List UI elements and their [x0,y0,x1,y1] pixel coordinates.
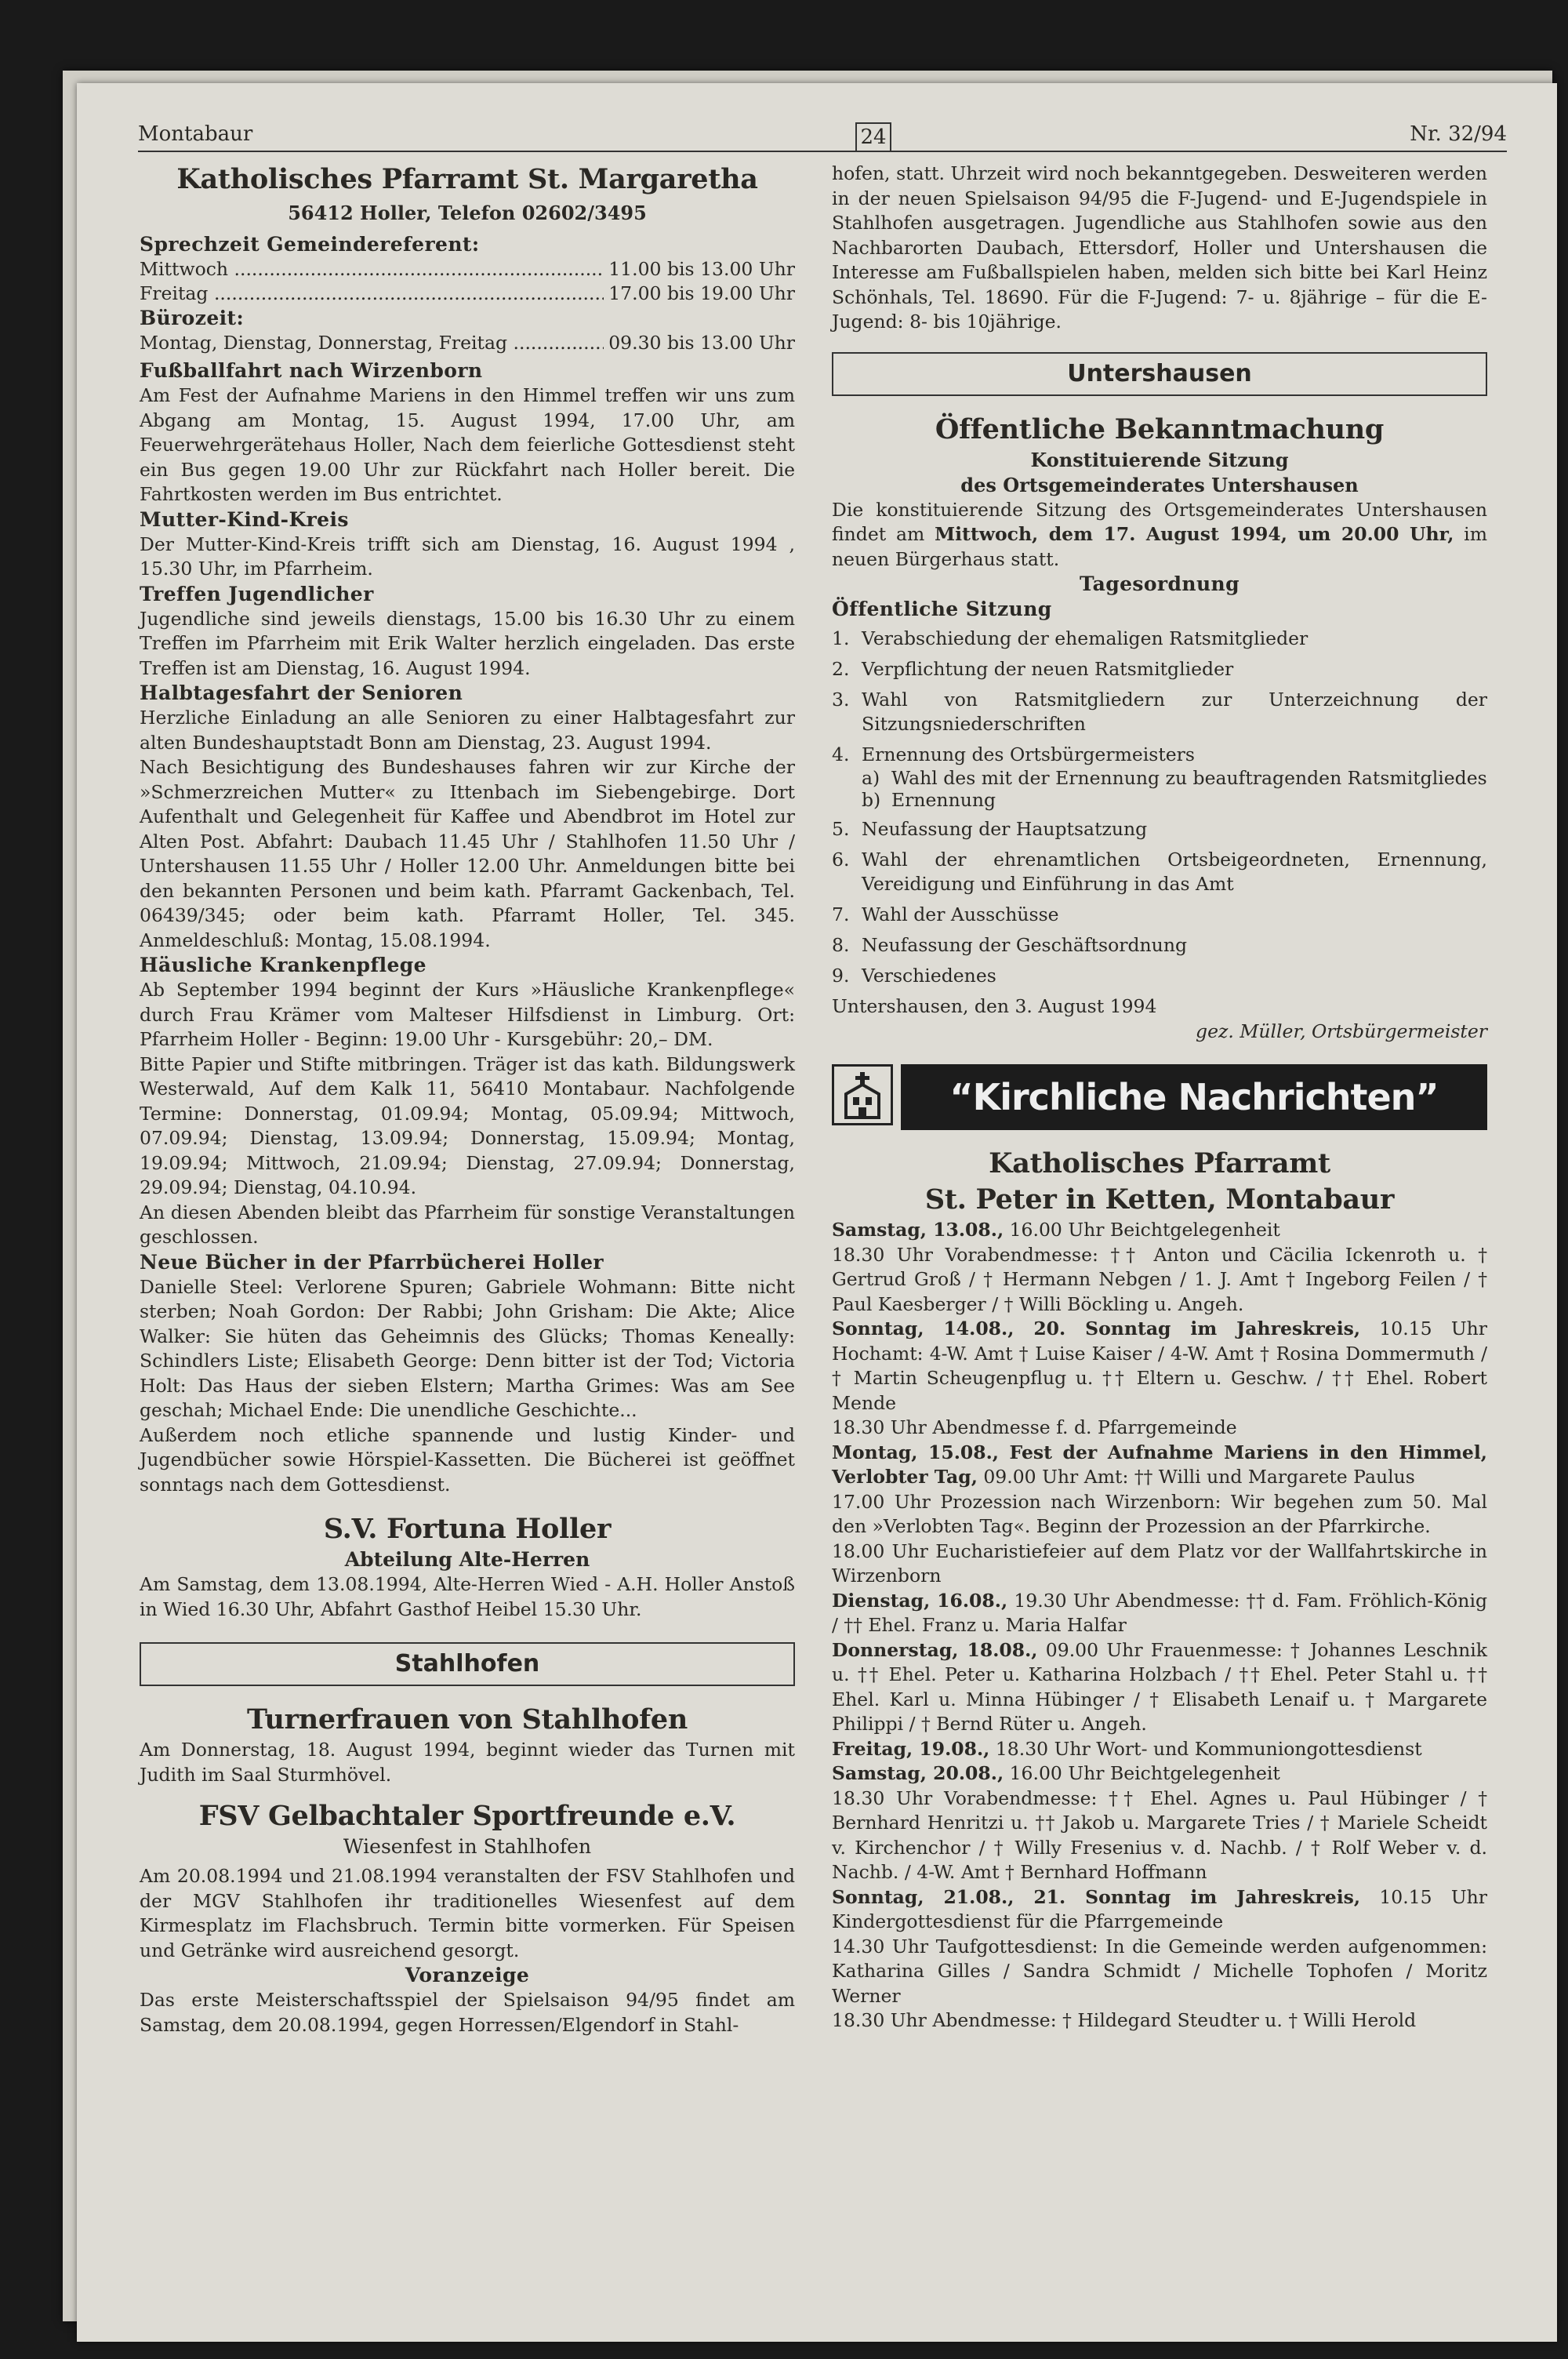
agenda-sub-num: b) [862,789,881,811]
mass-schedule [832,1218,1487,2034]
stahlhofen-section-box: Stahlhofen [140,1642,795,1686]
mutter-heading: Mutter-Kind-Kreis [140,507,349,531]
mass-entry [832,1416,1487,1441]
agenda-text: Verschiedenes [862,965,996,987]
agenda-item [832,933,1487,958]
mass-entry-text: 16.00 Uhr Beichtgelegenheit [1004,1762,1280,1784]
mass-entry-date: Samstag, 20.08., [832,1762,1004,1784]
bekanntmachung-text-b: im neuen Bürgerhaus statt. [832,523,1487,570]
buerozeit-heading: Bürozeit: [140,307,245,329]
mass-entry-date: Dienstag, 16.08., [832,1589,1008,1612]
mutter-text: Der Mutter-Kind-Kreis trifft sich am Dienstag, 16. August 1994 , 15.30 Uhr, im Pfarrheim. [140,533,795,580]
mass-entry-text: 10.15 Uhr Hochamt: 4-W. Amt † Luise Kaiser / 4-W. Amt † Rosina Dommermuth / † Martin Scheugenpflug u. †† Eltern u. Geschw. / †† Ehel. Robert Mende [832,1318,1488,1414]
buerozeit-day: Montag, Dienstag, Donnerstag, Freitag ..... [140,331,604,355]
agenda-sub-text: Wahl des mit der Ernennung zu beauftragenden Ratsmitgliedes [891,767,1487,789]
agenda-list [832,627,1487,988]
fussball-text: Am Fest der Aufnahme Mariens in den Himmel treffen wir uns zum Abgang am Montag, 15. August 1994, 17.00 Uhr, am Feuerwehrgerätehaus Holler, Nach dem feierliche Gottesdienst steht ein Bus gegen 19.00 Uhr zur Rückfahrt nach Holler bereit. Die Fahrtkosten werden im Bus entrichtet. [140,384,795,505]
agenda-num: 7. [832,903,850,925]
fussball-heading: Fußballfahrt nach Wirzenborn [140,359,483,382]
agenda-num: 5. [832,818,850,840]
fortuna-subtitle: Abteilung Alte-Herren [344,1548,590,1571]
left-column [140,162,795,2037]
buerozeit-time: 09.30 bis 13.00 Uhr [608,332,795,354]
newspaper-page [77,83,1557,2342]
turner-text: Am Donnerstag, 18. August 1994, beginnt wieder das Turnen mit Judith im Saal Sturmhövel. [140,1739,795,1786]
agenda-text: Ernennung des Ortsbürgermeisters [862,743,1195,765]
agenda-num: 3. [832,689,850,711]
agenda-num: 2. [832,658,850,680]
senioren-text: Herzliche Einladung an alle Senioren zu einer Halbtagesfahrt zur alten Bundeshauptstadt Bonn am Dienstag, 23. August 1994. [140,707,795,754]
bekanntmachung-text-a: Die konstituierende Sitzung des Ortsgemeinderates Untershausen findet am [832,498,1487,545]
agenda-text: Wahl der ehrenamtlichen Ortsbeigeordneten, Ernennung, Vereidigung und Einführung in das Amt [862,849,1487,895]
voranzeige-heading: Voranzeige [405,1964,530,1986]
agenda-item [832,688,1487,736]
issue-number: Nr. 32/94 [1410,122,1507,146]
buerozeit-row [140,331,795,355]
fsv-title: FSV Gelbachtaler Sportfreunde e.V. [198,1800,736,1832]
tagesordnung-heading: Tagesordnung [1079,572,1240,595]
mass-entry-text: 09.00 Uhr Amt: †† Willi und Margarete Paulus [977,1466,1415,1488]
sprechzeit-heading: Sprechzeit Gemeindereferent: [140,233,480,256]
kranken-text: Ab September 1994 beginnt der Kurs »Häusliche Krankenpflege« durch Frau Krämer vom Malteser Hilfsdienst in Limburg. Ort: Pfarrheim Holler - Beginn: 19.00 Uhr - Kursgebühr: 20,– DM. [140,979,795,1050]
signature: gez. Müller, Ortsbürgermeister [1196,1020,1487,1042]
agenda-num: 4. [832,743,850,765]
mass-entry [832,1589,1487,1638]
mass-entry [832,2008,1487,2034]
mass-entry-text: 18.30 Uhr Wort- und Kommuniongottesdienst [989,1737,1422,1760]
page-header [138,122,1507,152]
kirchliche-nachrichten-title: “Kirchliche Nachrichten” [901,1064,1487,1130]
bekanntmachung-subtitle: Konstituierende Sitzung [1030,448,1289,471]
agenda-sub-text: Ernennung [891,789,996,811]
mass-entry-date: Donnerstag, 18.08., [832,1638,1038,1661]
mass-entry [832,1885,1487,1935]
right-column [832,162,1487,2034]
agenda-item [832,817,1487,841]
agenda-num: 6. [832,849,850,871]
agenda-item [832,964,1487,988]
mass-entry [832,1218,1487,1243]
agenda-text: Wahl von Ratsmitgliedern zur Unterzeichnung der Sitzungsniederschriften [862,689,1487,735]
mass-entry-text: 16.00 Uhr Beichtgelegenheit [1004,1219,1280,1241]
mass-entry-text: 10.15 Uhr Kindergottesdienst für die Pfarrgemeinde [832,1885,1488,1932]
buecher-text: Danielle Steel: Verlorene Spuren; Gabriele Wohmann: Bitte nicht sterben; Noah Gordon: Der Rabbi; John Grisham: Die Akte; Alice Walker: Sie hüten das Geheimnis des Glücks; Thomas Keneally: Schindlers Liste; Elisabeth George: Denn bitter ist der Tod; Victoria Holt: Das Haus der sieben Elstern; Martha Grimes: Was am See geschah; Michael Ende: Die unendliche Geschichte... [140,1275,795,1421]
agenda-num: 1. [832,627,850,649]
kirchliche-nachrichten-banner [832,1064,1487,1130]
jugend-text: Jugendliche sind jeweils dienstags, 15.00 bis 16.30 Uhr zu einem Treffen im Pfarrheim mit Erik Walter herzlich eingeladen. Das erste Treffen ist am Dienstag, 16. August 1994. [140,607,795,679]
sprechzeit-row [140,257,795,282]
mass-entry-text: 09.00 Uhr Frauenmesse: † Johannes Leschnik u. †† Ehel. Peter u. Katharina Holzbach / †† Ehel. Peter Stahl u. †† Ehel. Karl u. Minna Hübinger / † Elisabeth Lenaif u. † Margarete Philippi / † Bernd Rüter u. Angeh. [832,1638,1487,1735]
agenda-text: Wahl der Ausschüsse [862,903,1059,925]
agenda-text: Verpflichtung der neuen Ratsmitglieder [862,658,1234,680]
kranken-text: An diesen Abenden bleibt das Pfarrheim für sonstige Veranstaltungen geschlossen. [140,1201,795,1248]
agenda-subitems [832,767,1487,811]
mass-entry-text: 18.30 Uhr Vorabendmesse: †† Ehel. Agnes u. Paul Hübinger / † Bernhard Henritzi u. †† Jakob u. Margarete Tries / † Mariele Scheidt v. Kirchenchor / † Willy Fresenius v. d. Nachb. / † Rolf Weber v. d. Nachb. / 4-W. Amt † Bernhard Hoffmann [832,1787,1487,1883]
buecher-text: Außerdem noch etliche spannende und lustig Kinder- und Jugendbücher sowie Hörspiel-Kassetten. Die Bücherei ist geöffnet sonntags nach dem Gottesdienst. [140,1423,795,1496]
agenda-item [832,657,1487,682]
agenda-num: 8. [832,934,850,956]
date-line: Untershausen, den 3. August 1994 [832,995,1157,1017]
agenda-item [832,848,1487,896]
bekanntmachung-title: Öffentliche Bekanntmachung [935,413,1385,445]
agenda-num: 9. [832,965,850,987]
untershausen-section-box: Untershausen [832,352,1487,396]
fortuna-title: S.V. Fortuna Holler [323,1513,612,1545]
agenda-text: Verabschiedung der ehemaligen Ratsmitglieder [862,627,1308,649]
mass-entry [832,1441,1487,1490]
kranken-heading: Häusliche Krankenpflege [140,954,426,976]
mass-entry-text: 14.30 Uhr Taufgottesdienst: In die Gemeinde werden aufgenommen: Katharina Gilles / Sandra Schmidt / Michelle Tophofen / Moritz Werner [832,1935,1487,2007]
mass-entry [832,1761,1487,1787]
agenda-text: Neufassung der Geschäftsordnung [862,934,1187,956]
agenda-sub-num: a) [862,767,880,789]
mass-entry-date: Samstag, 13.08., [832,1219,1004,1241]
agenda-subitem [862,767,1487,789]
oeffentliche-sitzung-heading: Öffentliche Sitzung [832,598,1052,620]
mass-entry-text: 17.00 Uhr Prozession nach Wirzenborn: Wir begehen zum 50. Mal den »Verlobten Tag«. Beginn der Prozession an der Pfarrkirche. [832,1490,1487,1537]
agenda-text: Neufassung der Hauptsatzung [862,818,1148,840]
sprechzeit-time: 11.00 bis 13.00 Uhr [608,258,795,280]
church-icon [832,1064,893,1125]
kranken-text: Bitte Papier und Stifte mitbringen. Träger ist das kath. Bildungswerk Westerwald, Auf dem Kalk 11, 56410 Montabaur. Nachfolgende Termine: Donnerstag, 01.09.94; Montag, 05.09.94; Mittwoch, 07.09.94; Dienstag, 13.09.94; Donnerstag, 15.09.94; Montag, 19.09.94; Mittwoch, 21.09.94; Dienstag, 27.09.94; Donnerstag, 29.09.94; Dienstag, 04.10.94. [140,1052,795,1198]
voranzeige-text: Das erste Meisterschaftsspiel der Spielsaison 94/95 findet am Samstag, dem 20.08.1994, gegen Horressen/Elgendorf in Stahl- [140,1989,795,2036]
fortuna-text: Am Samstag, dem 13.08.1994, Alte-Herren Wied - A.H. Holler Anstoß in Wied 16.30 Uhr, Abfahrt Gasthof Heibel 15.30 Uhr. [140,1573,795,1620]
fsv-subtitle: Wiesenfest in Stahlhofen [343,1835,592,1858]
agenda-item [832,903,1487,927]
page-number: 24 [855,122,891,152]
agenda-subitem [862,789,1487,811]
mass-entry [832,1737,1487,1762]
pfarramt-title: Katholisches Pfarramt St. Margaretha [176,163,758,195]
fsv-text: Am 20.08.1994 und 21.08.1994 veranstalten der FSV Stahlhofen und der MGV Stahlhofen ihr traditionelles Wiesenfest auf dem Kirmesplatz im Flachsbruch. Termin bitte vormerken. Für Speisen und Getränke wird ausreichend gesorgt. [140,1865,795,1961]
peter-title: Katholisches Pfarramt [989,1147,1330,1180]
buecher-heading: Neue Bücher in der Pfarrbücherei Holler [140,1250,604,1274]
mass-entry-text: 18.30 Uhr Abendmesse: † Hildegard Steudter u. † Willi Herold [832,2009,1417,2031]
mass-entry [832,1539,1487,1589]
senioren-heading: Halbtagesfahrt der Senioren [140,682,463,704]
bekanntmachung-date: Mittwoch, dem 17. August 1994, um 20.00 Uhr, [935,523,1454,545]
mass-entry-date: Sonntag, 14.08., 20. Sonntag im Jahreskreis, [832,1318,1361,1339]
mass-entry [832,1490,1487,1539]
mass-entry [832,1243,1487,1318]
mass-entry-text: 19.30 Uhr Abendmesse: †† d. Fam. Fröhlich-König / †† Ehel. Franz u. Maria Halfar [832,1589,1487,1636]
jugend-heading: Treffen Jugendlicher [140,582,374,605]
sprechzeit-row [140,282,795,306]
peter-title: St. Peter in Ketten, Montabaur [924,1183,1395,1216]
agenda-item [832,627,1487,651]
mass-entry [832,1638,1487,1737]
mass-entry [832,1317,1487,1416]
pfarramt-address: 56412 Holler, Telefon 02602/3495 [288,202,647,224]
turner-title: Turnerfrauen von Stahlhofen [246,1703,688,1736]
sprechzeit-day: Freitag ..... [140,282,604,306]
sprechzeit-time: 17.00 bis 19.00 Uhr [608,282,795,304]
mass-entry-text: 18.00 Uhr Eucharistiefeier auf dem Platz vor der Wallfahrtskirche in Wirzenborn [832,1539,1487,1587]
mass-entry-text: 18.30 Uhr Vorabendmesse: †† Anton und Cäcilia Ickenroth u. † Gertrud Groß / † Hermann Nebgen / 1. J. Amt † Ingeborg Feilen / † Paul Kaesberger / † Willi Böckling u. Angeh. [832,1243,1487,1315]
mass-entry-date: Freitag, 19.08., [832,1737,990,1760]
bekanntmachung-subtitle: des Ortsgemeinderates Untershausen [960,473,1359,496]
continued-text: hofen, statt. Uhrzeit wird noch bekanntgegeben. Desweiteren werden in der neuen Spielsaison 94/95 die F-Jugend- und E-Jugendspiele in Stahlhofen ausgetragen. Jugendliche aus Stahlhofen sowie aus den Nachbarorten Daubach, Ettersdorf, Holler und Untershausen die Interesse am Fußballspielen haben, melden sich bitte bei Karl Heinz Schönhals, Tel. 18690. Für die F-Jugend: 7- u. 8jährige – für die E-Jugend: 8- bis 10jährige. [832,162,1487,333]
mass-entry-text: 18.30 Uhr Abendmesse f. d. Pfarrgemeinde [832,1416,1237,1438]
mass-entry [832,1787,1487,1885]
header-town: Montabaur [138,122,253,146]
sprechzeit-day: Mittwoch ..... [140,257,604,282]
mass-entry-date: Montag, 15.08., Fest der Aufnahme Mariens in den Himmel, Verlobter Tag, [832,1441,1487,1488]
bekanntmachung-text [832,498,1487,572]
mass-entry [832,1935,1487,2009]
mass-entry-date: Sonntag, 21.08., 21. Sonntag im Jahreskreis, [832,1885,1361,1908]
senioren-text: Nach Besichtigung des Bundeshauses fahren wir zur Kirche der »Schmerzreichen Mutter« zu Ittenbach im Siebengebirge. Dort Aufenthalt und Gelegenheit für Kaffee und Abendbrot im Hotel zur Alten Post. Abfahrt: Daubach 11.45 Uhr / Stahlhofen 11.50 Uhr / Untershausen 11.55 Uhr / Holler 12.00 Uhr. Anmeldungen bitte bei den bekannten Personen und beim kath. Pfarramt Gackenbach, Tel. 06439/345; oder beim kath. Pfarramt Holler, Tel. 345. Anmeldeschluß: Montag, 15.08.1994. [140,756,795,951]
agenda-item [832,743,1487,767]
